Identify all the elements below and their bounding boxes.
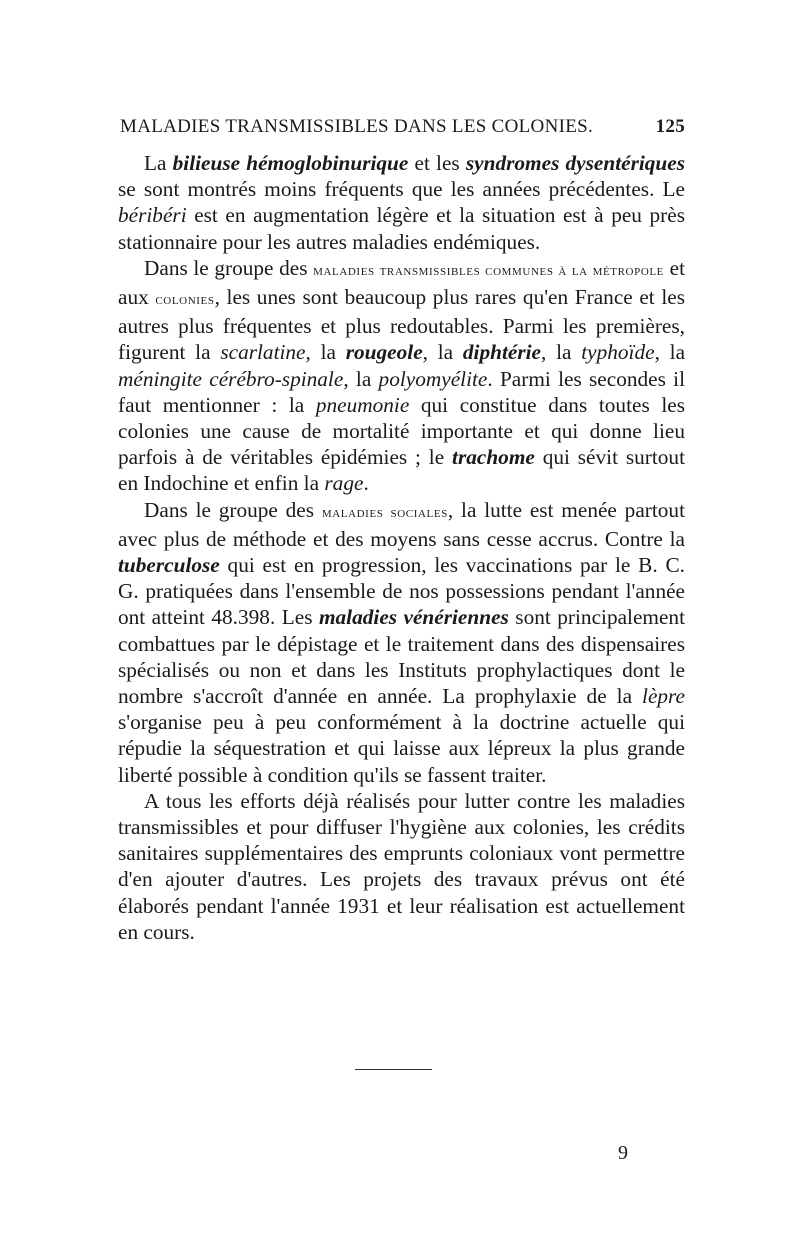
emphasis-bold-italic: rougeole <box>345 340 423 365</box>
emphasis-italic: typhoïde <box>581 340 655 365</box>
text-run: est en augmentation légère et la situation est à peu près stationnaire pour les autres maladies endémiques. <box>118 203 685 254</box>
running-header <box>120 116 685 138</box>
text-run: . <box>363 471 369 496</box>
text-run: La <box>144 151 173 175</box>
text-run: et les <box>408 151 466 175</box>
paragraph-4 <box>118 788 685 945</box>
emphasis-bold-italic: maladies vénériennes <box>318 605 509 630</box>
text-run: , la lutte est menée partout avec plus de méthode et des moyens sans cesse accrus. Contre la <box>118 497 685 551</box>
page-number: 125 <box>655 116 685 137</box>
small-caps-term: maladies transmissibles communes à la métropole <box>313 261 665 279</box>
emphasis-italic: pneumonie <box>315 392 410 417</box>
text-run: s'organise peu à peu conformément à la doctrine actuelle qui répudie la séquestration et qui laisse aux lépreux la plus grande liberté possible à condition qu'ils se fassent traiter. <box>118 710 685 787</box>
text-run: sont principalement combattues par le dépistage et le traitement dans des dispensaires spécialisés ou non et dans les Instituts prophylactiques dont le nombre s'accroît d'année en année. La prophylaxie de la <box>118 605 686 709</box>
small-caps-term: maladies sociales <box>321 503 448 521</box>
emphasis-bold-italic: trachome <box>452 445 535 470</box>
text-run: et aux <box>118 255 685 310</box>
emphasis-italic: scarlatine <box>220 340 306 365</box>
text-run: , la <box>654 340 686 365</box>
body-text <box>118 150 685 945</box>
text-run: qui sévit surtout en Indochine et enfin la <box>118 445 685 496</box>
paragraph-2 <box>118 255 685 497</box>
paragraph-1 <box>118 150 685 255</box>
section-divider <box>355 1069 432 1070</box>
emphasis-italic: béribéri <box>118 203 187 228</box>
text-run: , la <box>422 340 463 365</box>
signature-mark: 9 <box>618 1142 628 1164</box>
emphasis-bold-italic: syndromes dysentériques <box>465 151 686 175</box>
text-run: Dans le groupe des <box>144 255 314 280</box>
text-run: qui constitue dans toutes les colonies une cause de mortalité importante et qui donne lieu parfois à de véritables épidémies ; le <box>118 392 685 470</box>
text-run: A tous les efforts déjà réalisés pour lutter contre les maladies transmissibles et pour diffuser l'hygiène aux colonies, les crédits sanitaires supplémentaires des emprunts coloniaux vont permettre d'en ajouter d'autres. Les projets des travaux prévus ont été élaborés pendant l'année 1931 et leur réalisation est actuellement en cours. <box>118 788 685 944</box>
emphasis-italic: polyomyélite <box>378 366 488 391</box>
text-run: , les unes sont beaucoup plus rares qu'en France et les autres plus fréquentes et plus redoutables. Parmi les premières, figurent la <box>118 285 685 365</box>
text-run: se sont montrés moins fréquents que les années précédentes. Le <box>118 177 685 202</box>
text-run: qui est en progression, les vaccinations par le B. C. G. pratiquées dans l'ensemble de nos possessions pendant l'année ont atteint 48.398. Les <box>118 553 685 630</box>
emphasis-italic: méningite cérébro-spinale <box>118 366 344 391</box>
emphasis-italic: lèpre <box>642 684 685 709</box>
text-run: , la <box>540 340 582 365</box>
emphasis-bold-italic: diphtérie <box>462 340 541 365</box>
text-run: . Parmi les secondes il faut mentionner : la <box>118 366 685 417</box>
emphasis-bold-italic: tuberculose <box>118 553 220 578</box>
running-title: MALADIES TRANSMISSIBLES DANS LES COLONIES. <box>120 116 594 137</box>
emphasis-bold-italic: bilieuse hémoglobinurique <box>172 151 409 175</box>
text-run: , la <box>305 340 346 365</box>
text-run: , la <box>343 366 379 391</box>
text-run: Dans le groupe des <box>144 497 322 522</box>
small-caps-term: colonies <box>155 291 215 309</box>
emphasis-italic: rage <box>324 471 364 496</box>
paragraph-3 <box>118 497 685 788</box>
